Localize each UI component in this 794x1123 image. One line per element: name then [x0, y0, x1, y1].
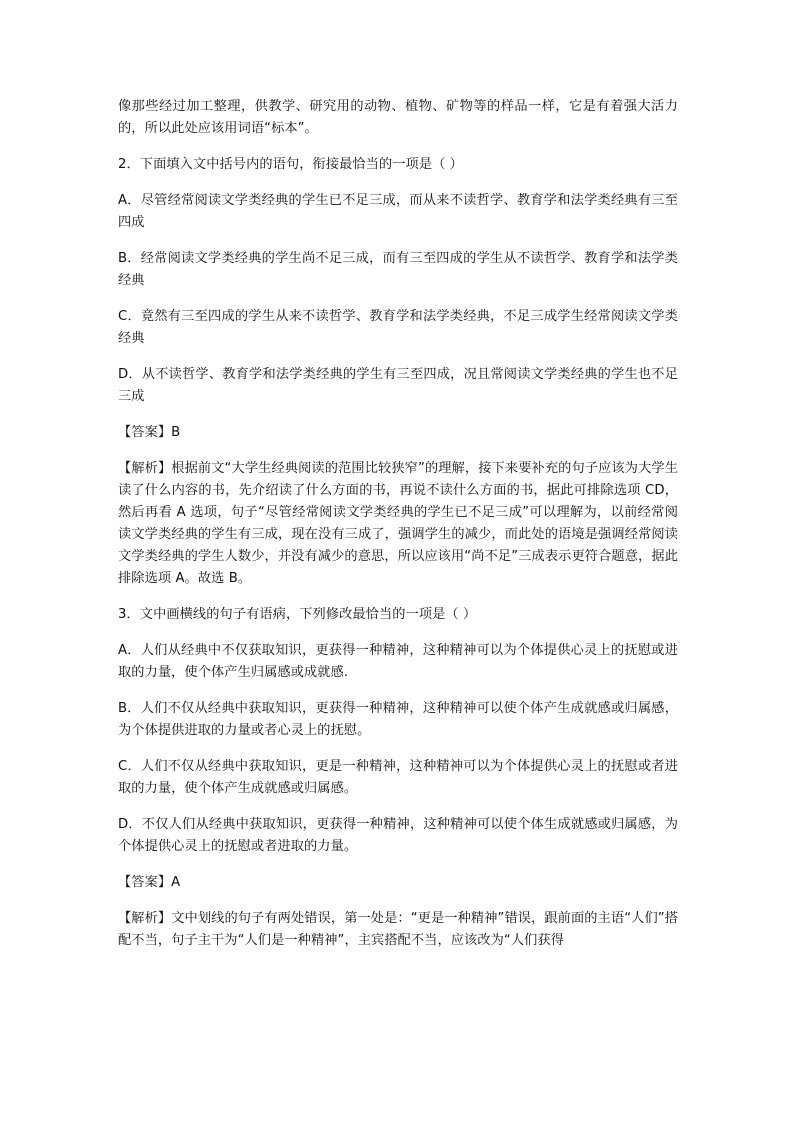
q3-analysis: 【解析】文中划线的句子有两处错误，第一处是：“更是一种精神”错误，跟前面的主语“人们”搭配不当，句子主干为“人们是一种精神”，主宾搭配不当，应该改为“人们获得 — [118, 911, 678, 948]
q3-option-b: B．人们不仅从经典中获取知识，更获得一种精神，这种精神可以使个体产生成就感或归属感，为个体提供进取的力量或者心灵上的抚慰。 — [118, 701, 678, 738]
question-2: 2．下面填入文中括号内的语句，衔接最恰当的一项是（ ） — [118, 157, 463, 172]
q2-analysis: 【解析】根据前文“大学生经典阅读的范围比较狭窄”的理解，接下来要补充的句子应该为大学生读了什么内容的书，先介绍读了什么方面的书，再说不读什么方面的书，据此可排除选项 CD，然后再看 A 选项，句子“尽管经常阅读文学类经典的学生已不足三成”可以理解为，以前经常阅读文学类经典的学生有三成，现在没有三成了，强调学生的减少，而此处的语境是强调经常阅读文学类经典的学生人数少，并没有减少的意思，所以应该用“尚不足”三成表示更符合题意，据此排除选项 A。故选 B。 — [118, 461, 678, 586]
q2-option-d: D．从不读哲学、教育学和法学类经典的学生有三至四成，况且常阅读文学类经典的学生也不足三成 — [118, 367, 678, 404]
paragraph-intro: 像那些经过加工整理，供教学、研究用的动物、植物、矿物等的样品一样，它是有着强大活力的，所以此处应该用词语“标本”。 — [118, 99, 678, 136]
q2-option-a: A．尽管经常阅读文学类经典的学生已不足三成，而从来不读哲学、教育学和法学类经典有三至四成 — [118, 193, 678, 230]
document-page — [118, 96, 678, 952]
q3-answer: 【答案】A — [118, 875, 181, 890]
q3-option-d: D．不仅人们从经典中获取知识，更获得一种精神，这种精神可以使个体生成就感或归属感，为个体提供心灵上的抚慰或者进取的力量。 — [118, 817, 678, 854]
q3-option-c: C．人们不仅从经典中获取知识，更是一种精神，这种精神可以为个体提供心灵上的抚慰或者进取的力量，使个体产生成就感或归属感。 — [118, 759, 678, 796]
q2-option-b: B．经常阅读文学类经典的学生尚不足三成，而有三至四成的学生从不读哲学、教育学和法学类经典 — [118, 251, 678, 288]
q2-option-c: C．竟然有三至四成的学生从来不读哲学、教育学和法学类经典，不足三成学生经常阅读文学类经典 — [118, 309, 678, 346]
q2-answer: 【答案】B — [118, 425, 181, 440]
q3-option-a: A．人们从经典中不仅获取知识，更获得一种精神，这种精神可以为个体提供心灵上的抚慰或进取的力量，使个体产生归属感或成就感. — [118, 643, 678, 680]
question-3: 3．文中画横线的句子有语病，下列修改最恰当的一项是（ ） — [118, 607, 477, 622]
